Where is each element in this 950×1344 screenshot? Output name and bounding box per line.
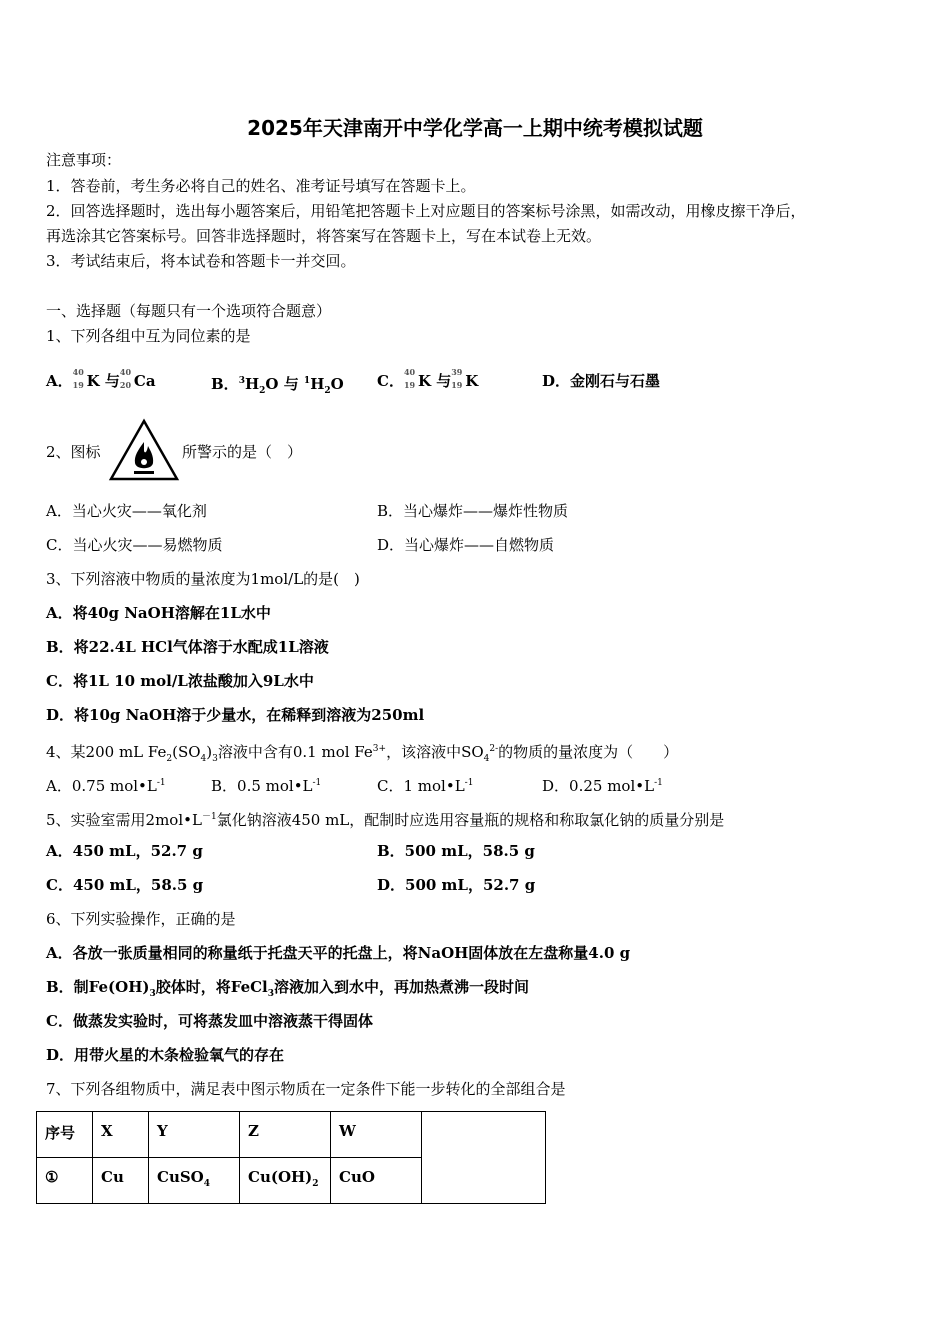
notice-item: 1．答卷前，考生务必将自己的姓名、准考证号填写在答题卡上。 [46,177,476,195]
q6-option-b [46,977,529,1004]
mass-number: 40 [72,367,84,377]
sup: 3 [238,376,245,386]
isotope-notation [119,367,134,391]
option-label: A． [46,372,73,390]
t: (SO [172,743,201,761]
isotope-notation [403,367,418,391]
header-cell: W [331,1112,422,1158]
q3-option-d: D．将10g NaOH溶于少量水，在稀释到溶液为250ml [46,706,425,724]
t: ，该溶液中SO [386,743,484,761]
t: H [310,375,325,393]
header-cell: 序号 [37,1112,93,1158]
sup: 1 [303,376,311,386]
question-6-stem: 6、下列实验操作，正确的是 [46,910,236,928]
t: H [244,375,260,393]
t: 溶液加入到水中，再加热煮沸一段时间 [274,978,530,996]
option-text: K [465,372,479,390]
question-5-stem [46,807,724,830]
isotope-notation [451,367,465,391]
notice-item: 再选涂其它答案标号。回答非选择题时，将答案写在答题卡上，写在本试卷上无效。 [46,227,602,245]
q3-option-b: B．将22.4L HCl气体溶于水配成1L溶液 [46,638,329,656]
mass-number: 40 [403,367,416,377]
sub: 3 [149,989,156,999]
question-7-stem: 7、下列各组物质中，满足表中图示物质在一定条件下能一步转化的全部组合是 [46,1080,566,1098]
sub: 2 [312,1179,319,1189]
q1-option-d: D．金刚石与石墨 [542,372,661,390]
sub: 3 [212,754,218,764]
q2-option-c: C．当心火灾——易燃物质 [46,536,223,554]
q1-option-b [211,371,344,401]
isotope-notation [72,367,87,391]
option-text: K 与 [417,372,452,390]
t: Cu(OH) [248,1168,313,1186]
q5-option-d: D．500 mL，52.7 g [377,876,536,894]
question-3-stem: 3、下列溶液中物质的量浓度为1mol/L的是( ) [46,570,360,588]
q5-option-b: B．500 mL，58.5 g [377,842,535,860]
option-text: K 与 [86,372,120,390]
q4-option-d [542,773,663,796]
t: C．1 mol•L [377,777,465,795]
cell-z [240,1158,331,1204]
header-cell: Y [149,1112,240,1158]
t: O [330,375,344,393]
option-text: Ca [133,372,156,390]
header-cell: Z [240,1112,331,1158]
question-4-stem [46,739,678,769]
sup: -1 [156,778,166,788]
page-title: 2025年天津南开中学化学高一上期中统考模拟试题 [247,116,703,140]
sup: -1 [312,778,322,788]
sup: -1 [464,778,474,788]
q4-option-a [46,773,166,796]
q5-option-a: A．450 mL，52.7 g [46,842,203,860]
cell-x: Cu [93,1158,149,1204]
atomic-number: 19 [72,380,84,390]
q5-option-c: C．450 mL，58.5 g [46,876,204,894]
q4-option-b [211,773,321,796]
sub: 2 [166,754,173,764]
t: 4、某200 mL Fe [46,743,167,761]
q4-option-c [377,773,473,796]
q3-option-c: C．将1L 10 mol/L浓盐酸加入9L水中 [46,672,314,690]
option-label: B． [211,375,239,393]
atomic-number: 19 [451,380,463,390]
mass-number: 40 [119,367,132,377]
question-2-stem: 2、图标 [46,443,101,461]
question-2-stem-end: 所警示的是（ ） [182,443,303,461]
q3-option-a: A．将40g NaOH溶解在1L水中 [46,604,271,622]
atomic-number: 20 [119,380,132,390]
mass-number: 39 [451,367,463,377]
sup: -1 [654,778,663,788]
t: 5、实验室需用2mol•L [46,811,202,829]
cell-w: CuO [331,1158,422,1204]
header-cell [422,1112,546,1204]
q6-option-d: D．用带火星的木条检验氧气的存在 [46,1046,285,1064]
atomic-number: 19 [403,380,416,390]
flammable-warning-icon [108,418,180,482]
t: B．制Fe(OH) [46,978,150,996]
t: 的物质的量浓度为（ ） [498,743,679,761]
notice-heading: 注意事项： [46,151,122,169]
notice-item: 2．回答选择题时，选出每小题答案后，用铅笔把答题卡上对应题目的答案标号涂黑，如需改动，用橡皮擦干净后， [46,202,806,220]
t: B．0.5 mol•L [211,777,313,795]
q2-option-b: B．当心爆炸——爆炸性物质 [377,502,569,520]
header-cell: X [93,1112,149,1158]
t: 溶液中含有0.1 mol Fe [217,743,373,761]
notice-item: 3．考试结束后，将本试卷和答题卡一并交回。 [46,252,356,270]
t: D．0.25 mol•L [542,777,655,795]
t: 胶体时，将FeCl [155,978,268,996]
t: CuSO [157,1168,204,1186]
sub: 4 [200,754,207,764]
sub: 4 [483,754,490,764]
q6-option-a: A．各放一张质量相同的称量纸于托盘天平的托盘上，将NaOH固体放在左盘称量4.0 g [46,944,631,962]
sup: －1 [201,812,217,822]
q6-option-c: C．做蒸发实验时，可将蒸发皿中溶液蒸干得固体 [46,1012,373,1030]
section-heading: 一、选择题（每题只有一个选项符合题意） [46,302,332,320]
question-1-stem: 1、下列各组中互为同位素的是 [46,327,251,345]
option-label: C． [377,372,404,390]
q2-option-d: D．当心爆炸——自燃物质 [377,536,555,554]
cell-no: ① [37,1158,93,1204]
sup: 3+ [372,744,387,754]
t: 氯化钠溶液450 mL，配制时应选用容量瓶的规格和称取氯化钠的质量分别是 [216,811,725,829]
q2-option-a: A．当心火灾——氧化剂 [46,502,207,520]
sub: 2 [324,386,331,396]
t: O 与 [265,375,304,393]
sup: 2- [489,744,499,754]
conversion-table [36,1111,546,1204]
sub: 4 [203,1179,211,1189]
sub: 2 [259,386,266,396]
t: ) [206,743,213,761]
t: A．0.75 mol•L [46,777,157,795]
q1-option-a [46,367,156,391]
q1-option-c [377,367,479,391]
table-header-row [37,1112,546,1158]
cell-y [149,1158,240,1204]
sub: 3 [267,989,275,999]
